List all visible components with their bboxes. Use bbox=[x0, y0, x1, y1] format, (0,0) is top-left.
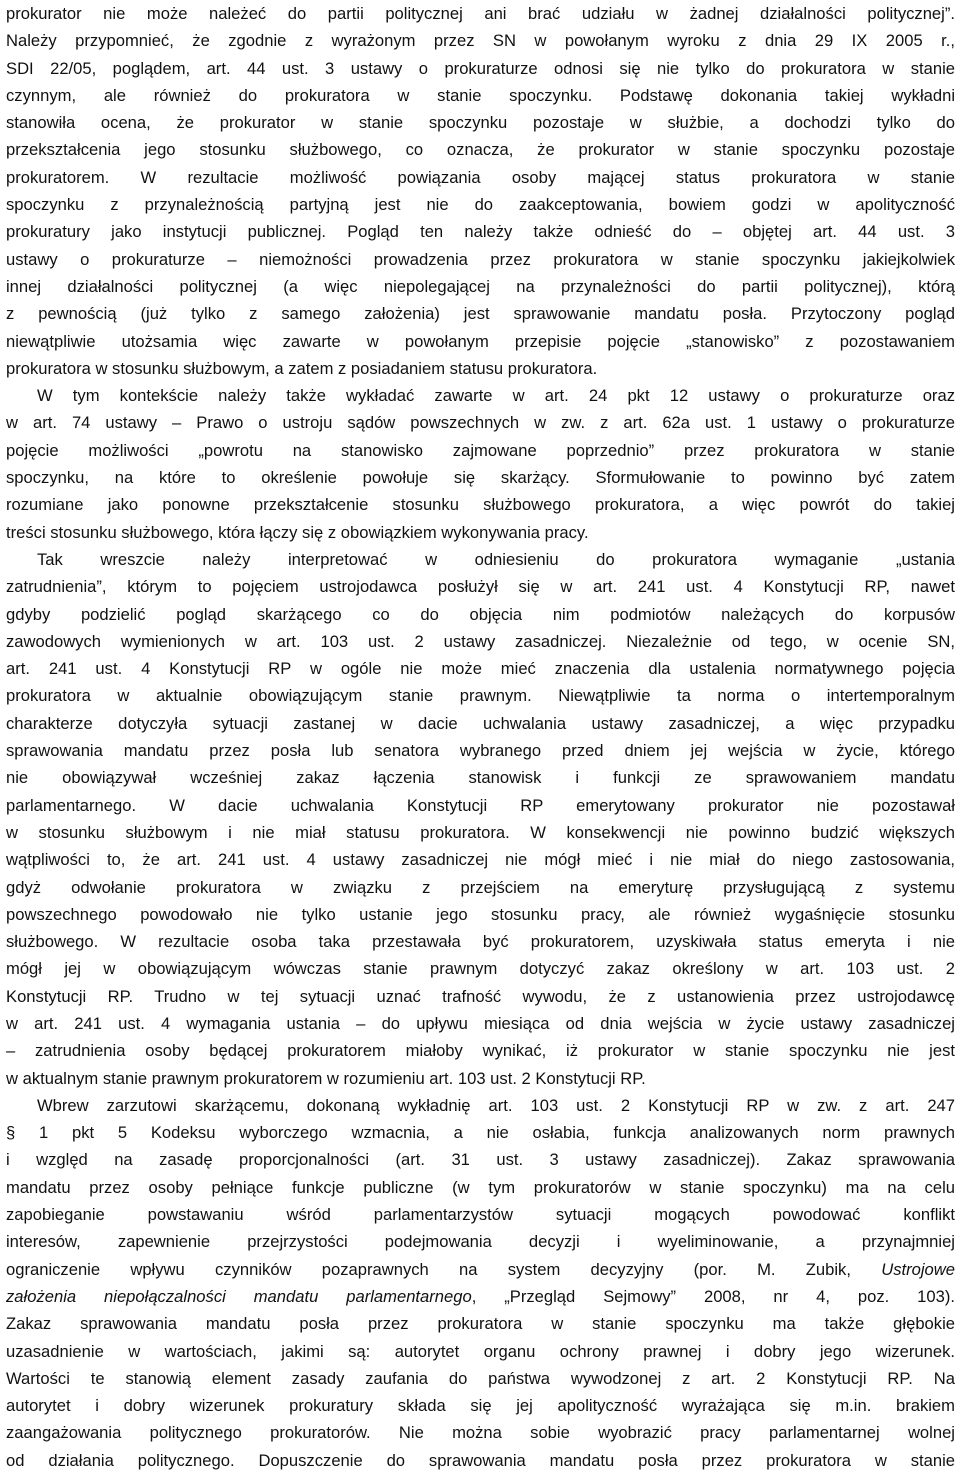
text-line bbox=[6, 82, 955, 109]
text-segment: gdyż odwołanie prokuratora w związku z przejściem na emeryturę przysługującą z systemu bbox=[6, 877, 955, 897]
text-line bbox=[6, 983, 955, 1010]
italic-title: założenia niepołączalności mandatu parlamentarnego bbox=[6, 1286, 472, 1306]
text-line bbox=[6, 1119, 955, 1146]
text-segment: zaangażowania politycznego prokuratorów. Nie można sobie wyobrazić pracy parlamentarnej wolnej bbox=[6, 1423, 955, 1443]
text-segment: ograniczenie wpływu czynników pozaprawnych na system decyzyjny (por. M. Zubik, bbox=[6, 1259, 882, 1279]
text-segment: wątpliwości to, że art. 241 ust. 4 ustawy zasadniczej nie mógł mieć i nie miał do niego zastosowania, bbox=[6, 850, 955, 870]
text-line bbox=[6, 792, 955, 819]
text-line bbox=[6, 273, 955, 300]
text-segment: pojęcie możliwości „powrotu na stanowisko zajmowane poprzednio” przez prokuratora w stanie bbox=[6, 440, 955, 460]
text-segment: w art. 74 ustawy – Prawo o ustroju sądów powszechnych w zw. z art. 62a ust. 1 ustawy o prokuraturze bbox=[6, 413, 955, 433]
text-segment: i względ na zasadę proporcjonalności (art. 31 ust. 3 ustawy zasadniczej). Zakaz sprawowania bbox=[6, 1150, 955, 1170]
text-segment: czynnym, ale również do prokuratora w stanie spoczynku. Podstawę dokonania takiej wykładni bbox=[6, 85, 955, 105]
text-segment: w aktualnym stanie prawnym prokuratorem w rozumieniu art. 103 ust. 2 Konstytucji RP. bbox=[6, 1068, 646, 1088]
text-line bbox=[6, 846, 955, 873]
italic-title: Ustrojowe bbox=[881, 1259, 955, 1279]
text-segment: spoczynku z przynależnością partyjną jest nie do zaakceptowania, bowiem godzi w apolityczność bbox=[6, 195, 955, 215]
text-line bbox=[6, 191, 955, 218]
text-line bbox=[6, 1256, 955, 1283]
text-segment: , „Przegląd Sejmowy” 2008, nr 4, poz. 103). bbox=[471, 1286, 955, 1306]
text-segment: w stosunku służbowym i nie miał statusu prokuratora. W konsekwencji nie powinno budzić większych bbox=[6, 822, 955, 842]
text-line bbox=[6, 573, 955, 600]
text-segment: prokuratora w aktualnie obowiązującym stanie prawnym. Niewątpliwie ta norma o intertemporalnym bbox=[6, 686, 955, 706]
text-line bbox=[6, 27, 955, 54]
text-segment: od działania politycznego. Dopuszczenie do sprawowania mandatu posła przez prokuratora w stanie bbox=[6, 1450, 955, 1470]
text-segment: rozumiane jako ponowne przekształcenie stosunku służbowego prokuratora, a więc powrót do takiej bbox=[6, 495, 955, 515]
text-segment: W tym kontekście należy także wykładać zawarte w art. 24 pkt 12 ustawy o prokuraturze oraz bbox=[37, 386, 955, 406]
text-segment: przekształcenia jego stosunku służbowego, co oznacza, że prokurator w stanie spoczynku pozostaje bbox=[6, 140, 955, 160]
text-segment: Zakaz sprawowania mandatu posła przez prokuratora w stanie spoczynku ma także głębokie bbox=[6, 1314, 955, 1334]
text-line bbox=[6, 1447, 955, 1474]
text-line bbox=[6, 1037, 955, 1064]
text-line bbox=[6, 300, 955, 327]
text-segment: z pewnością (już tylko z samego założenia) jest sprawowanie mandatu posła. Przytoczony pogląd bbox=[6, 304, 955, 324]
text-segment: mógł jej w obowiązującym wówczas stanie prawnym dotyczyć zakaz określony w art. 103 ust. 2 bbox=[6, 959, 955, 979]
text-line bbox=[6, 246, 955, 273]
text-segment: gdyby podzielić pogląd skarżącego co do objęcia nim podmiotów należących do korpusów bbox=[6, 604, 955, 624]
text-line bbox=[6, 328, 955, 355]
text-segment: niewątpliwie utożsamia więc zawarte w powołanym przepisie pojęcie „stanowisko” z pozostawaniem bbox=[6, 331, 955, 351]
text-line bbox=[6, 1201, 955, 1228]
text-line bbox=[6, 1283, 955, 1310]
text-segment: prokuratora w stosunku służbowym, a zatem z posiadaniem statusu prokuratora. bbox=[6, 358, 598, 378]
text-line bbox=[6, 819, 955, 846]
text-line bbox=[6, 874, 955, 901]
text-line bbox=[6, 1310, 955, 1337]
text-segment: sprawowania mandatu przez posła lub senatora wybranego przed dniem jej wejścia w życie, którego bbox=[6, 741, 955, 761]
text-segment: interesów, zapewnienie przejrzystości podejmowania decyzji i wyeliminowanie, a przynajmniej bbox=[6, 1232, 955, 1252]
text-line bbox=[6, 164, 955, 191]
text-segment: powszechnego powodowało nie tylko ustanie jego stosunku pracy, ale również wygaśnięcie stosunku bbox=[6, 904, 955, 924]
text-line bbox=[6, 382, 955, 409]
text-segment: parlamentarnego. W dacie uchwalania Konstytucji RP emerytowany prokurator nie pozostawał bbox=[6, 795, 955, 815]
text-line bbox=[6, 1365, 955, 1392]
text-segment: § 1 pkt 5 Kodeksu wyborczego wzmacnia, a nie osłabia, funkcja analizowanych norm prawnych bbox=[6, 1123, 955, 1143]
text-line bbox=[6, 601, 955, 628]
text-line bbox=[6, 1010, 955, 1037]
text-segment: art. 241 ust. 4 Konstytucji RP w ogóle nie może mieć znaczenia dla ustalenia normatywnego pojęcia bbox=[6, 659, 955, 679]
text-line bbox=[6, 1392, 955, 1419]
text-line bbox=[6, 409, 955, 436]
text-line bbox=[6, 710, 955, 737]
text-segment: stanowiła ocena, że prokurator w stanie spoczynku pozostaje w służbie, a dochodzi tylko do bbox=[6, 113, 955, 133]
text-segment: spoczynku, na które to określenie powołuje się skarżący. Sformułowanie to powinno być zatem bbox=[6, 468, 955, 488]
text-segment: Tak wreszcie należy interpretować w odniesieniu do prokuratora wymaganie „ustania bbox=[37, 549, 955, 569]
text-line bbox=[6, 1228, 955, 1255]
text-line bbox=[6, 737, 955, 764]
text-line bbox=[6, 218, 955, 245]
text-segment: autorytet i dobry wizerunek prokuratury składa się jej apolityczność wyrażająca się m.in. brakiem bbox=[6, 1396, 955, 1416]
text-segment: zawodowych wymienionych w art. 103 ust. 2 ustawy zasadniczej. Niezależnie od tego, w ocenie SN, bbox=[6, 631, 955, 651]
text-line bbox=[6, 655, 955, 682]
text-line bbox=[6, 764, 955, 791]
text-line bbox=[6, 1419, 955, 1446]
text-segment: innej działalności politycznej (a więc niepolegającej na przynależności do partii politycznej), którą bbox=[6, 276, 955, 296]
text-line bbox=[6, 628, 955, 655]
text-segment: zapobieganie powstawaniu wśród parlamentarzystów sytuacji mogących powodować konflikt bbox=[6, 1205, 955, 1225]
text-segment: SDI 22/05, poglądem, art. 44 ust. 3 ustawy o prokuraturze odnosi się nie tylko do prokuratora w stanie bbox=[6, 58, 955, 78]
text-segment: nie obowiązywał wcześniej zakaz łączenia stanowisk i funkcji ze sprawowaniem mandatu bbox=[6, 768, 955, 788]
text-line bbox=[6, 519, 955, 546]
text-line bbox=[6, 437, 955, 464]
text-segment: Wartości te stanowią element zasady zaufania do państwa wywodzonej z art. 2 Konstytucji RP. Na bbox=[6, 1368, 955, 1388]
text-segment: prokuratorem. W rezultacie możliwość powiązania osoby mającej status prokuratora w stanie bbox=[6, 167, 955, 187]
text-line bbox=[6, 1092, 955, 1119]
text-segment: w art. 241 ust. 4 wymagania ustania – do upływu miesiąca od dnia wejścia w życie ustawy zasadniczej bbox=[6, 1013, 955, 1033]
text-line bbox=[6, 1146, 955, 1173]
text-segment: ustawy o prokuraturze – niemożności prowadzenia przez prokuratora w stanie spoczynku jakiejkolwiek bbox=[6, 249, 955, 269]
text-line bbox=[6, 955, 955, 982]
text-segment: służbowego. W rezultacie osoba taka przestawała być prokuratorem, uzyskiwała status emeryta i nie bbox=[6, 932, 955, 952]
text-line bbox=[6, 546, 955, 573]
text-segment: uzasadnienie w wartościach, jakimi są: autorytet organu ochrony prawnej i dobry jego wizerunek. bbox=[6, 1341, 955, 1361]
text-line bbox=[6, 355, 955, 382]
text-line bbox=[6, 109, 955, 136]
text-segment: charakterze dotyczyła sytuacji zastanej w dacie uchwalania ustawy zasadniczej, a więc przypadku bbox=[6, 713, 955, 733]
text-segment: – zatrudnienia osoby będącej prokuratorem miałoby wynikać, iż prokurator w stanie spoczynku nie jest bbox=[6, 1041, 955, 1061]
text-line bbox=[6, 55, 955, 82]
text-line bbox=[6, 1174, 955, 1201]
text-segment: prokurator nie może należeć do partii politycznej ani brać udziału w żadnej działalności politycznej”. bbox=[6, 4, 955, 23]
text-segment: Należy przypomnieć, że zgodnie z wyrażonym przez SN w powołanym wyroku z dnia 29 IX 2005 r., bbox=[6, 31, 955, 51]
text-segment: zatrudnienia”, którym to pojęciem ustrojodawca posłużył się w art. 241 ust. 4 Konstytucji RP, nawet bbox=[6, 577, 955, 597]
text-segment: treści stosunku służbowego, która łączy się z obowiązkiem wykonywania pracy. bbox=[6, 522, 589, 542]
text-segment: mandatu przez osoby pełniące funkcje publiczne (w tym prokuratorów w stanie spoczynku) ma na celu bbox=[6, 1177, 955, 1197]
text-line bbox=[6, 0, 955, 27]
text-line bbox=[6, 1065, 955, 1092]
text-line bbox=[6, 491, 955, 518]
text-line bbox=[6, 682, 955, 709]
text-line bbox=[6, 1338, 955, 1365]
text-line bbox=[6, 464, 955, 491]
text-segment: Konstytucji RP. Trudno w tej sytuacji uznać trafność wywodu, że z ustanowienia przez ustrojodawcę bbox=[6, 986, 955, 1006]
text-line bbox=[6, 136, 955, 163]
text-line bbox=[6, 901, 955, 928]
text-segment: Wbrew zarzutowi skarżącemu, dokonaną wykładnię art. 103 ust. 2 Konstytucji RP w zw. z art. 247 bbox=[37, 1095, 955, 1115]
text-line bbox=[6, 928, 955, 955]
text-segment: prokuratury jako instytucji publicznej. Pogląd ten należy także odnieść do – objętej art. 44 ust. 3 bbox=[6, 222, 955, 242]
